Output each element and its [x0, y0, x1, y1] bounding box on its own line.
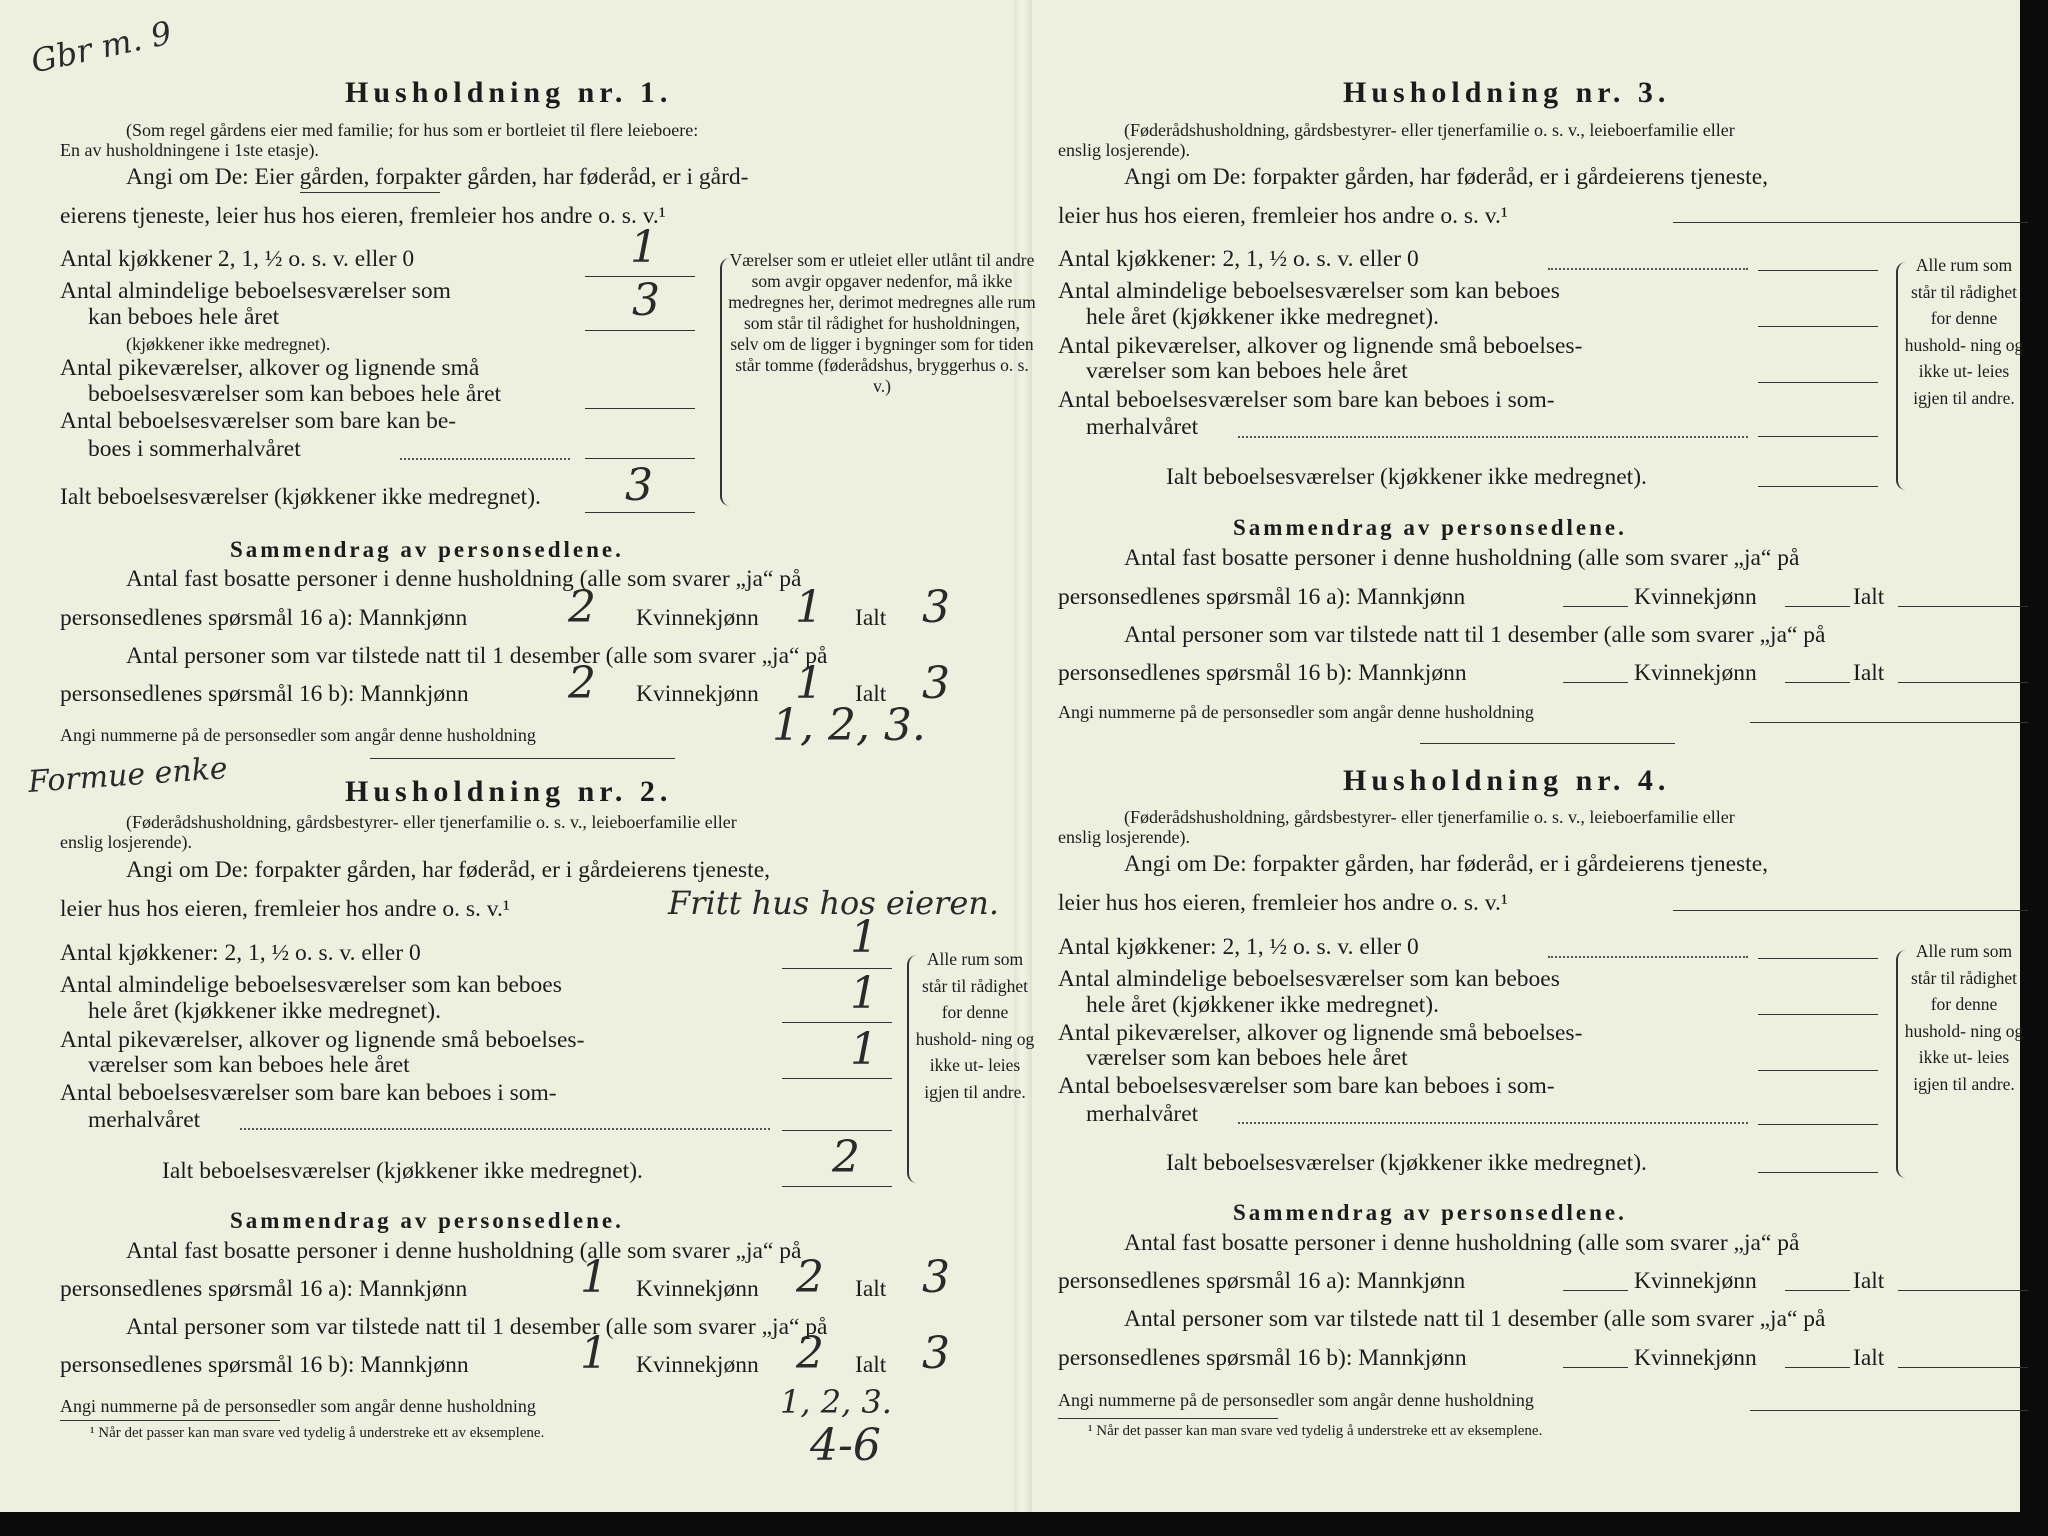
h4-til-line: Antal personer som var tilstede natt til 1 desember (alle som svarer „ja“ på [1124, 1306, 1826, 1332]
h4-til-mann-line [1563, 1367, 1628, 1368]
h2-som-line [782, 1130, 892, 1131]
h2-pike-label: Antal pikeværelser, alkover og lignende små beboelses- [60, 1027, 585, 1053]
h4-til-ialt-label: Ialt [1853, 1345, 1885, 1371]
marginal-note-bottom: 4-6 [810, 1420, 881, 1471]
h1-alm-label: Antal almindelige beboelsesværelser som [60, 278, 451, 304]
h2-pike-value: 1 [850, 1024, 878, 1075]
h3-til-mann-line [1563, 682, 1628, 683]
h4-kjokken-label: Antal kjøkkener: 2, 1, ½ o. s. v. eller 0 [1058, 934, 1419, 960]
h2-til-kvinne-label: Kvinnekjønn [636, 1352, 759, 1378]
h4-alm-label: Antal almindelige beboelsesværelser som kan beboes [1058, 966, 1560, 992]
h2-angi-value: Fritt hus hos eieren. [668, 884, 1000, 922]
h2-alm-label-2: hele året (kjøkkener ikke medregnet). [88, 998, 441, 1024]
h1-fast-mann-value: 2 [568, 582, 596, 633]
h1-divider [370, 758, 675, 759]
h1-kjokken-value: 1 [630, 222, 658, 273]
h3-som-label-2: merhalvåret [1086, 414, 1199, 440]
h3-som-dots [1238, 436, 1748, 438]
h1-til-ialt-label: Ialt [855, 681, 887, 707]
h4-som-label-2: merhalvåret [1086, 1101, 1199, 1127]
h2-nummer-label: Angi nummerne på de personsedler som angår denne husholdning [60, 1396, 536, 1416]
h4-side-note: Alle rum som står til rådighet for denne hushold- ning og ikke ut- leies igjen til andre. [1904, 941, 2024, 1094]
h4-angi-line-2: leier hus hos eieren, fremleier hos andre o. s. v.¹ [1058, 890, 1508, 916]
h2-fast-kvinne-value: 2 [796, 1252, 824, 1303]
h1-som-line [585, 458, 695, 459]
h3-title: Husholdning nr. 3. [1343, 76, 1671, 109]
h3-til-kvinne-line [1785, 682, 1850, 683]
h2-til-ialt-label: Ialt [855, 1352, 887, 1378]
h4-til-kvinne-line [1785, 1367, 1850, 1368]
h2-nummer-value: 1, 2, 3. [780, 1383, 892, 1421]
h1-side-note: Værelser som er utleiet eller utlånt til andre som avgir opgaver nedenfor, må ikke medregnes her, derimot medregnes alle rum som står til rådighet for husholdningen, selv om de ligger i bygninger som for tiden står tomme (føderådshus, bryggerhus o. s. v.) [728, 250, 1036, 396]
h1-til-ialt-value: 3 [922, 658, 950, 709]
h3-angi-line-1: Angi om De: forpakter gården, har føderåd, er i gårdeierens tjeneste, [1124, 164, 1769, 190]
h3-til-mann-label: personsedlenes spørsmål 16 b): Mannkjønn [1058, 660, 1467, 686]
h3-alm-line [1758, 326, 1878, 327]
h4-note: (Føderådshusholdning, gårdsbestyrer- eller tjenerfamilie o. s. v., leieboerfamilie eller [1124, 807, 1735, 827]
h2-som-dots [240, 1128, 770, 1130]
h2-kjokken-label: Antal kjøkkener: 2, 1, ½ o. s. v. eller 0 [60, 940, 421, 966]
h4-title: Husholdning nr. 4. [1343, 764, 1671, 797]
h2-til-line: Antal personer som var tilstede natt til 1 desember (alle som svarer „ja“ på [126, 1314, 828, 1340]
h2-fast-line: Antal fast bosatte personer i denne husholdning (alle som svarer „ja“ på [126, 1238, 802, 1264]
h4-nummer-label: Angi nummerne på de personsedler som angår denne husholdning [1058, 1390, 1534, 1410]
h2-pike-label-2: værelser som kan beboes hele året [88, 1052, 410, 1078]
h2-som-label-2: merhalvåret [88, 1107, 201, 1133]
h3-alm-label: Antal almindelige beboelsesværelser som kan beboes [1058, 278, 1560, 304]
h4-ialt-line [1758, 1172, 1878, 1173]
h2-fast-ialt-label: Ialt [855, 1276, 887, 1302]
h1-som-label: Antal beboelsesværelser som bare kan be- [60, 408, 457, 434]
h3-til-line: Antal personer som var tilstede natt til 1 desember (alle som svarer „ja“ på [1124, 622, 1826, 648]
h2-til-mann-label: personsedlenes spørsmål 16 b): Mannkjønn [60, 1352, 469, 1378]
h4-fast-kvinne-label: Kvinnekjønn [1634, 1268, 1757, 1294]
h1-fast-ialt-label: Ialt [855, 605, 887, 631]
h3-fast-mann-label: personsedlenes spørsmål 16 a): Mannkjønn [1058, 584, 1466, 610]
h3-summary-title: Sammendrag av personsedlene. [1233, 515, 1627, 540]
h2-til-kvinne-value: 2 [796, 1328, 824, 1379]
h2-til-mann-value: 1 [580, 1328, 608, 1379]
h2-alm-label: Antal almindelige beboelsesværelser som kan beboes [60, 972, 562, 998]
h2-ialt-line [782, 1186, 892, 1187]
h3-note-2: enslig losjerende). [1058, 140, 1190, 160]
h3-til-ialt-label: Ialt [1853, 660, 1885, 686]
h4-angi-line-1: Angi om De: forpakter gården, har føderåd, er i gårdeierens tjeneste, [1124, 851, 1769, 877]
h3-divider [1420, 743, 1675, 744]
h4-som-line [1758, 1124, 1878, 1125]
h2-fast-ialt-value: 3 [922, 1252, 950, 1303]
h1-note: (Som regel gårdens eier med familie; for hus som er bortleiet til flere leieboere: [126, 120, 699, 140]
h1-alm-line [585, 330, 695, 331]
h1-title: Husholdning nr. 1. [345, 76, 673, 109]
h4-kjokken-line [1758, 958, 1878, 959]
h1-pike-line [585, 408, 695, 409]
h3-fast-kvinne-line [1785, 606, 1850, 607]
marginal-note-formue: Formue enke [27, 751, 229, 800]
h4-som-label: Antal beboelsesværelser som bare kan beboes i som- [1058, 1073, 1555, 1099]
h2-side-note: Alle rum som står til rådighet for denne hushold- ning og ikke ut- leies igjen til andre. [915, 949, 1035, 1102]
h3-pike-label: Antal pikeværelser, alkover og lignende små beboelses- [1058, 333, 1583, 359]
h4-til-ialt-line [1898, 1367, 2028, 1368]
h2-pike-line [782, 1078, 892, 1079]
h2-footnote: ¹ Når det passer kan man svare ved tydelig å understreke ett av eksemplene. [90, 1425, 545, 1441]
h3-fast-mann-line [1563, 606, 1628, 607]
h1-fast-kvinne-label: Kvinnekjønn [636, 605, 759, 631]
h4-footnote: ¹ Når det passer kan man svare ved tydelig å understreke ett av eksemplene. [1088, 1423, 1543, 1439]
h1-kjokken-label: Antal kjøkkener 2, 1, ½ o. s. v. eller 0 [60, 246, 415, 272]
h1-fast-kvinne-value: 1 [795, 582, 823, 633]
h3-side-note: Alle rum som står til rådighet for denne hushold- ning og ikke ut- leies igjen til andre. [1904, 255, 2024, 408]
h3-som-line [1758, 436, 1878, 437]
h2-fast-mann-value: 1 [580, 1252, 608, 1303]
h4-note-2: enslig losjerende). [1058, 827, 1190, 847]
h4-fast-line: Antal fast bosatte personer i denne husholdning (alle som svarer „ja“ på [1124, 1230, 1800, 1256]
h1-note-2: En av husholdningene i 1ste etasje). [60, 140, 319, 160]
h2-ialt-label: Ialt beboelsesværelser (kjøkkener ikke medregnet). [162, 1158, 643, 1184]
h4-fast-ialt-line [1898, 1290, 2028, 1291]
h2-alm-line [782, 1022, 892, 1023]
h2-til-ialt-value: 3 [922, 1328, 950, 1379]
h1-nummer-value: 1, 2, 3. [772, 700, 926, 751]
h1-pike-label-2: beboelsesværelser som kan beboes hele året [88, 381, 502, 407]
h3-angi-line-2: leier hus hos eieren, fremleier hos andre o. s. v.¹ [1058, 203, 1508, 229]
h3-note: (Føderådshusholdning, gårdsbestyrer- eller tjenerfamilie o. s. v., leieboerfamilie eller [1124, 120, 1735, 140]
h1-summary-title: Sammendrag av personsedlene. [230, 537, 624, 562]
h4-pike-label: Antal pikeværelser, alkover og lignende små beboelses- [1058, 1020, 1583, 1046]
h3-nummer-label: Angi nummerne på de personsedler som angår denne husholdning [1058, 702, 1534, 722]
h3-fast-ialt-label: Ialt [1853, 584, 1885, 610]
h2-fast-mann-label: personsedlenes spørsmål 16 a): Mannkjønn [60, 1276, 468, 1302]
h4-fast-mann-label: personsedlenes spørsmål 16 a): Mannkjønn [1058, 1268, 1466, 1294]
h4-til-kvinne-label: Kvinnekjønn [1634, 1345, 1757, 1371]
h4-footnote-rule [1058, 1418, 1278, 1419]
h3-pike-line [1758, 382, 1878, 383]
h2-ialt-value: 2 [832, 1132, 860, 1183]
h4-som-dots [1238, 1122, 1748, 1124]
page-fold [1014, 0, 1032, 1512]
h2-note: (Føderådshusholdning, gårdsbestyrer- eller tjenerfamilie o. s. v., leieboerfamilie eller [126, 812, 737, 832]
h1-ialt-line [585, 512, 695, 513]
h1-eier-underline [300, 192, 440, 193]
h1-ialt-label: Ialt beboelsesværelser (kjøkkener ikke medregnet). [60, 484, 541, 510]
h1-alm-label-3: (kjøkkener ikke medregnet). [126, 334, 331, 354]
h2-kjokken-value: 1 [850, 912, 878, 963]
h1-til-mann-value: 2 [568, 658, 596, 709]
h1-som-label-2: boes i sommerhalvåret [88, 436, 301, 462]
h3-som-label: Antal beboelsesværelser som bare kan beboes i som- [1058, 387, 1555, 413]
h1-som-dots [400, 458, 570, 460]
h1-ialt-value: 3 [625, 460, 653, 511]
h4-fast-ialt-label: Ialt [1853, 1268, 1885, 1294]
h2-note-2: enslig losjerende). [60, 832, 192, 852]
h3-fast-line: Antal fast bosatte personer i denne husholdning (alle som svarer „ja“ på [1124, 545, 1800, 571]
h3-kjokken-line [1758, 270, 1878, 271]
h2-summary-title: Sammendrag av personsedlene. [230, 1208, 624, 1233]
h4-kjokken-dots [1548, 956, 1748, 958]
h2-fast-kvinne-label: Kvinnekjønn [636, 1276, 759, 1302]
h3-pike-label-2: værelser som kan beboes hele året [1086, 358, 1408, 384]
h1-nummer-label: Angi nummerne på de personsedler som angår denne husholdning [60, 725, 536, 745]
h1-til-kvinne-label: Kvinnekjønn [636, 681, 759, 707]
h2-som-label: Antal beboelsesværelser som bare kan beboes i som- [60, 1080, 557, 1106]
h4-summary-title: Sammendrag av personsedlene. [1233, 1200, 1627, 1225]
h1-fast-line: Antal fast bosatte personer i denne husholdning (alle som svarer „ja“ på [126, 566, 802, 592]
h4-fast-mann-line [1563, 1290, 1628, 1291]
h3-ialt-line [1758, 486, 1878, 487]
h2-angi-line-2: leier hus hos eieren, fremleier hos andre o. s. v.¹ [60, 896, 510, 922]
marginal-note-top-left: Gbr m. 9 [27, 13, 175, 81]
h3-alm-label-2: hele året (kjøkkener ikke medregnet). [1086, 304, 1439, 330]
h1-angi-line-1: Angi om De: Eier gården, forpakter gården, har føderåd, er i gård- [126, 164, 749, 190]
h3-til-kvinne-label: Kvinnekjønn [1634, 660, 1757, 686]
h1-alm-value: 3 [632, 275, 660, 326]
h4-nummer-line [1750, 1410, 2028, 1411]
h4-fast-kvinne-line [1785, 1290, 1850, 1291]
h2-alm-value: 1 [850, 968, 878, 1019]
h1-pike-label: Antal pikeværelser, alkover og lignende små [60, 355, 480, 381]
h2-footnote-rule [60, 1420, 280, 1421]
h3-fast-kvinne-label: Kvinnekjønn [1634, 584, 1757, 610]
h1-fast-mann-label: personsedlenes spørsmål 16 a): Mannkjønn [60, 605, 468, 631]
h4-til-mann-label: personsedlenes spørsmål 16 b): Mannkjønn [1058, 1345, 1467, 1371]
h3-nummer-line [1750, 722, 2028, 723]
h1-angi-line-2: eierens tjeneste, leier hus hos eieren, fremleier hos andre o. s. v.¹ [60, 203, 666, 229]
h1-til-mann-label: personsedlenes spørsmål 16 b): Mannkjønn [60, 681, 469, 707]
h2-title: Husholdning nr. 2. [345, 775, 673, 808]
h4-alm-label-2: hele året (kjøkkener ikke medregnet). [1086, 992, 1439, 1018]
h4-angi-line [1673, 910, 2028, 911]
h3-fast-ialt-line [1898, 606, 2028, 607]
h1-til-line: Antal personer som var tilstede natt til 1 desember (alle som svarer „ja“ på [126, 643, 828, 669]
h1-til-kvinne-value: 1 [795, 658, 823, 709]
h3-ialt-label: Ialt beboelsesværelser (kjøkkener ikke medregnet). [1166, 464, 1647, 490]
h3-kjokken-dots [1548, 268, 1748, 270]
h3-angi-line [1673, 222, 2028, 223]
h4-alm-line [1758, 1014, 1878, 1015]
h2-angi-line-1: Angi om De: forpakter gården, har føderåd, er i gårdeierens tjeneste, [126, 857, 771, 883]
h3-til-ialt-line [1898, 682, 2028, 683]
h4-pike-label-2: værelser som kan beboes hele året [1086, 1045, 1408, 1071]
h3-kjokken-label: Antal kjøkkener: 2, 1, ½ o. s. v. eller 0 [1058, 246, 1419, 272]
h1-alm-label-2: kan beboes hele året [88, 304, 280, 330]
h4-ialt-label: Ialt beboelsesværelser (kjøkkener ikke medregnet). [1166, 1150, 1647, 1176]
h1-fast-ialt-value: 3 [922, 582, 950, 633]
h4-pike-line [1758, 1070, 1878, 1071]
